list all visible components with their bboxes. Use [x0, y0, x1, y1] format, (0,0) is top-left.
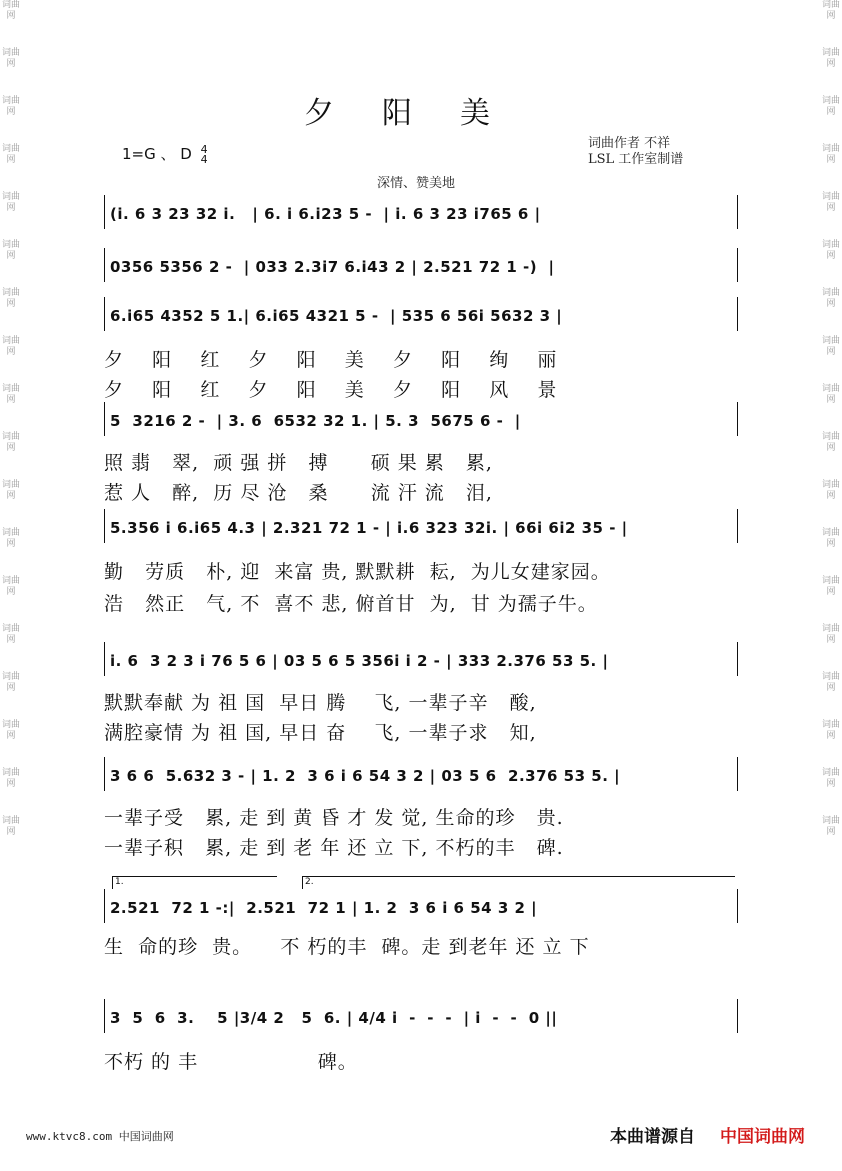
song-title: 夕阳美 — [304, 96, 538, 131]
notation-text: i. 6 3 2 3 i 76 5 6 | 03 5 6 5 356i i 2 - | 333 2.376 53 5. | — [110, 652, 609, 670]
barline — [737, 402, 738, 436]
notation-row — [104, 765, 738, 789]
key-signature — [122, 143, 208, 165]
barline — [737, 195, 738, 229]
time-sig-bottom: 4 — [200, 152, 208, 166]
tempo-marking: 深情、赞美地 — [377, 176, 456, 191]
barline — [104, 889, 105, 923]
notation-text: (i. 6 3 23 32 i. | 6. i 6.i23 5 - | i. 6 3 23 i765 6 | — [110, 205, 541, 223]
barline — [737, 757, 738, 791]
volta-first-label: 1. — [115, 877, 124, 887]
barline — [737, 297, 738, 331]
credit-engraver: LSL 工作室制谱 — [588, 152, 684, 167]
lyric-line: 默默奉献 为 祖 国 早日 腾 飞, 一辈子辛 酸, — [104, 692, 537, 714]
lyric-line: 勤 劳质 朴, 迎 来富 贵, 默默耕 耘, 为儿女建家园。 — [104, 561, 611, 583]
notation-row — [104, 1007, 738, 1031]
barline — [737, 642, 738, 676]
footer-source-label: 本曲谱源自 — [610, 1127, 695, 1147]
notation-text: 3 5 6 3. 5 |3/4 2 5 6. | 4/4 i - - - | i - - 0 || — [110, 1009, 558, 1027]
notation-row — [104, 897, 738, 921]
credit-composer: 词曲作者 不祥 — [588, 136, 671, 151]
volta-second-label: 2. — [305, 877, 314, 887]
notation-row — [104, 203, 738, 227]
barline — [737, 509, 738, 543]
notation-text: 0356 5356 2 - | 033 2.3i7 6.i43 2 | 2.521 72 1 -) | — [110, 258, 555, 276]
notation-row — [104, 305, 738, 329]
footer-brand: 中国词曲网 — [720, 1127, 805, 1147]
barline — [737, 889, 738, 923]
notation-text: 3 6 6 5.632 3 - | 1. 2 3 6 i 6 54 3 2 | 03 5 6 2.376 53 5. | — [110, 767, 621, 785]
notation-text: 2.521 72 1 -:| 2.521 72 1 | 1. 2 3 6 i 6 54 3 2 | — [110, 899, 538, 917]
key-label: 1=G 、 D — [122, 145, 192, 163]
notation-row — [104, 256, 738, 280]
lyric-line: 一辈子受 累, 走 到 黄 昏 才 发 觉, 生命的珍 贵. — [104, 807, 564, 829]
lyric-line: 浩 然正 气, 不 喜不 悲, 俯首甘 为, 甘 为孺子牛。 — [104, 593, 598, 615]
lyric-line: 一辈子积 累, 走 到 老 年 还 立 下, 不朽的丰 碑. — [104, 837, 564, 859]
volta-first-ending — [112, 876, 277, 889]
notation-row — [104, 517, 738, 541]
volta-second-ending — [302, 876, 735, 889]
lyric-line: 生 命的珍 贵。 不 朽的丰 碑。走 到老年 还 立 下 — [104, 936, 590, 958]
barline — [104, 642, 105, 676]
lyric-line: 惹 人 醉, 历 尽 沧 桑 流 汗 流 泪, — [104, 482, 493, 504]
watermark-left: 词曲网 词曲网 词曲网 词曲网 词曲网 词曲网 词曲网 词曲网 词曲网 词曲网 词曲网 词曲网 词曲网 词曲网 词曲网 词曲网 词曲网 词曲网 — [2, 0, 21, 837]
lyric-line: 照 翡 翠, 顽 强 拼 搏 硕 果 累 累, — [104, 452, 493, 474]
barline — [737, 248, 738, 282]
barline — [104, 757, 105, 791]
watermark-right: 词曲网 词曲网 词曲网 词曲网 词曲网 词曲网 词曲网 词曲网 词曲网 词曲网 词曲网 词曲网 词曲网 词曲网 词曲网 词曲网 词曲网 词曲网 — [822, 0, 841, 837]
notation-text: 5 3216 2 - | 3. 6 6532 32 1. | 5. 3 5675 6 - | — [110, 412, 521, 430]
credits — [588, 136, 683, 168]
barline — [104, 297, 105, 331]
barline — [104, 999, 105, 1033]
lyric-line: 满腔豪情 为 祖 国, 早日 奋 飞, 一辈子求 知, — [104, 722, 537, 744]
barline — [104, 509, 105, 543]
barline — [104, 195, 105, 229]
footer-site: www.ktvc8.com 中国词曲网 — [26, 1130, 174, 1143]
notation-row — [104, 650, 738, 674]
notation-row — [104, 410, 738, 434]
notation-text: 6.i65 4352 5 1.| 6.i65 4321 5 - | 535 6 56i 5632 3 | — [110, 307, 563, 325]
lyric-line: 夕 阳 红 夕 阳 美 夕 阳 绚 丽 — [104, 349, 558, 371]
barline — [104, 402, 105, 436]
notation-text: 5.356 i 6.i65 4.3 | 2.321 72 1 - | i.6 323 32i. | 66i 6i2 35 - | — [110, 519, 628, 537]
lyric-line: 夕 阳 红 夕 阳 美 夕 阳 风 景 — [104, 379, 558, 401]
time-signature — [200, 142, 208, 166]
barline — [737, 999, 738, 1033]
time-sig-top: 4 — [200, 142, 208, 156]
lyric-line: 不朽 的 丰 碑。 — [104, 1051, 358, 1073]
barline — [104, 248, 105, 282]
